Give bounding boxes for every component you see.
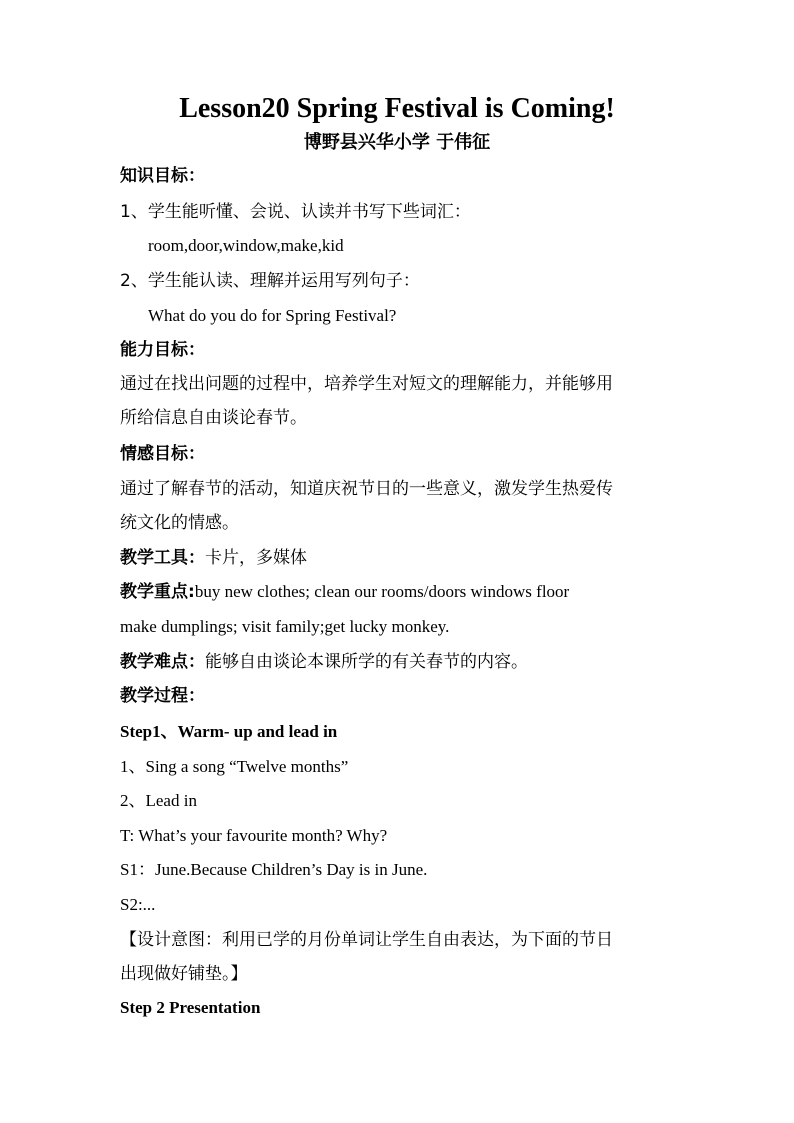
step1-item-1: 1、Sing a song “Twelve months” — [120, 757, 349, 776]
emotion-text-line-1: 通过了解春节的活动，知道庆祝节日的一些意义，激发学生热爱传 — [120, 479, 613, 499]
knowledge-item-1-words: room,door,window,make,kid — [148, 236, 344, 255]
dialog-student-2: S2:... — [120, 895, 156, 914]
document-subtitle: 博野县兴华小学 于伟征 — [303, 132, 491, 153]
difficulty-text: 能够自由谈论本课所学的有关春节的内容。 — [205, 652, 528, 672]
ability-heading: 能力目标： — [120, 340, 205, 360]
key-points-line-1 — [120, 581, 569, 603]
difficulty-label: 教学难点： — [120, 652, 205, 672]
emotion-text-line-2: 统文化的情感。 — [120, 513, 239, 533]
knowledge-item-2: 2、学生能认读、理解并运用写列句子： — [120, 271, 420, 291]
document-title: Lesson20 Spring Festival is Coming! — [179, 93, 615, 124]
difficulty-line — [120, 651, 528, 673]
knowledge-item-2-sentence: What do you do for Spring Festival? — [148, 306, 397, 325]
design-intent-line-2: 出现做好铺垫。】 — [120, 964, 248, 984]
knowledge-heading: 知识目标： — [120, 166, 205, 186]
tools-text: 卡片，多媒体 — [205, 548, 307, 568]
design-intent-line-1: 【设计意图：利用已学的月份单词让学生自由表达，为下面的节日 — [120, 930, 613, 950]
key-points-text-2: make dumplings; visit family;get lucky monkey. — [120, 617, 450, 636]
key-points-label: 教学重点: — [120, 582, 195, 602]
tools-label: 教学工具： — [120, 548, 205, 568]
ability-text-line-1: 通过在找出问题的过程中，培养学生对短文的理解能力，并能够用 — [120, 374, 613, 394]
step1-heading: Step1、Warm- up and lead in — [120, 722, 338, 741]
step2-heading: Step 2 Presentation — [120, 998, 261, 1017]
step1-item-2: 2、Lead in — [120, 791, 197, 810]
emotion-heading: 情感目标： — [120, 444, 205, 464]
ability-text-line-2: 所给信息自由谈论春节。 — [120, 408, 307, 428]
key-points-text-1: buy new clothes; clean our rooms/doors windows floor — [194, 582, 570, 601]
knowledge-item-1: 1、学生能听懂、会说、认读并书写下些词汇： — [120, 202, 471, 222]
tools-line — [120, 547, 307, 569]
dialog-teacher: T: What’s your favourite month? Why? — [120, 826, 388, 845]
process-heading: 教学过程： — [120, 686, 205, 706]
dialog-student-1: S1：June.Because Children’s Day is in June. — [120, 860, 428, 879]
